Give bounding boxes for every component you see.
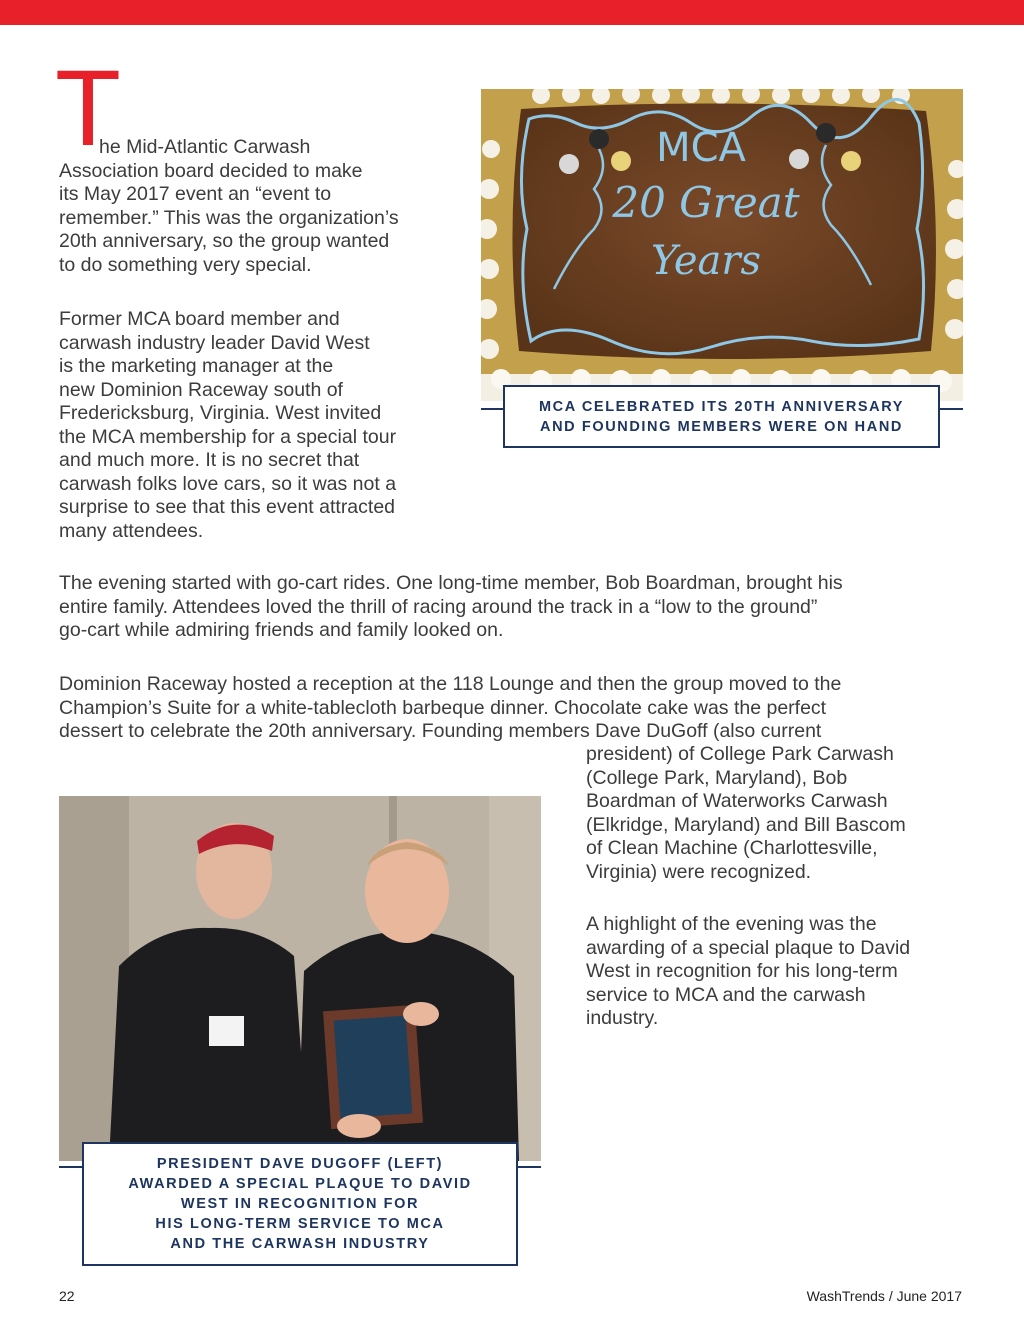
drop-cap: T (55, 47, 121, 168)
plaque-photo-caption: PRESIDENT DAVE DUGOFF (LEFT) AWARDED A SPECIAL PLAQUE TO DAVID WEST IN RECOGNITION FOR HIS LONG-TERM SERVICE TO MCA AND THE CARWASH INDUSTRY (82, 1142, 518, 1266)
top-accent-bar (0, 0, 1024, 25)
paragraph-dominion-raceway: Former MCA board member and carwash industry leader David West is the marketing manager at the new Dominion Raceway south of Fredericksburg, Virginia. West invited the MCA membership for a special tour and much more. It is no secret that carwash folks love cars, so it was not a surprise to see that this event attracted many attendees. (59, 308, 397, 542)
cake-writing-line-3: Years (650, 238, 762, 284)
paragraph-founding-members: president) of College Park Carwash (College Park, Maryland), Bob Boardman of Waterworks Carwash (Elkridge, Maryland) and Bill Bascom of Clean Machine (Charlottesville, Virginia) were recognized. (586, 743, 906, 883)
paragraph-reception: Dominion Raceway hosted a reception at the 118 Lounge and then the group moved to the Champion’s Suite for a white-tablecloth barbeque dinner. Chocolate cake was the perfect dessert to celebrate the 20th anniversary. Founding members Dave DuGoff (also current (59, 673, 842, 742)
paragraph-go-cart: The evening started with go-cart rides. One long-time member, Bob Boardman, brought his entire family. Attendees loved the thrill of racing around the track in a “low to the ground” go-cart while admiring friends and family looked on. (59, 572, 843, 641)
plaque-presentation-photo (59, 796, 541, 1161)
cake-writing-line-2: 20 Great (612, 178, 800, 227)
cake-photo (481, 89, 963, 401)
cake-photo-caption: MCA CELEBRATED ITS 20TH ANNIVERSARY AND FOUNDING MEMBERS WERE ON HAND (503, 385, 940, 448)
cake-writing-line-1: MCA (656, 125, 746, 171)
paragraph-highlight: A highlight of the evening was the awarding of a special plaque to David West in recognition for his long-term service to MCA and the carwash industry. (586, 913, 911, 1029)
page-number: 22 (59, 1288, 75, 1304)
publication-info: WashTrends / June 2017 (806, 1288, 962, 1304)
paragraph-intro: he Mid-Atlantic Carwash Association board decided to make its May 2017 event an “event to remember.” This was the organization’s 20th anniversary, so the group wanted to do something very special. (59, 136, 399, 276)
